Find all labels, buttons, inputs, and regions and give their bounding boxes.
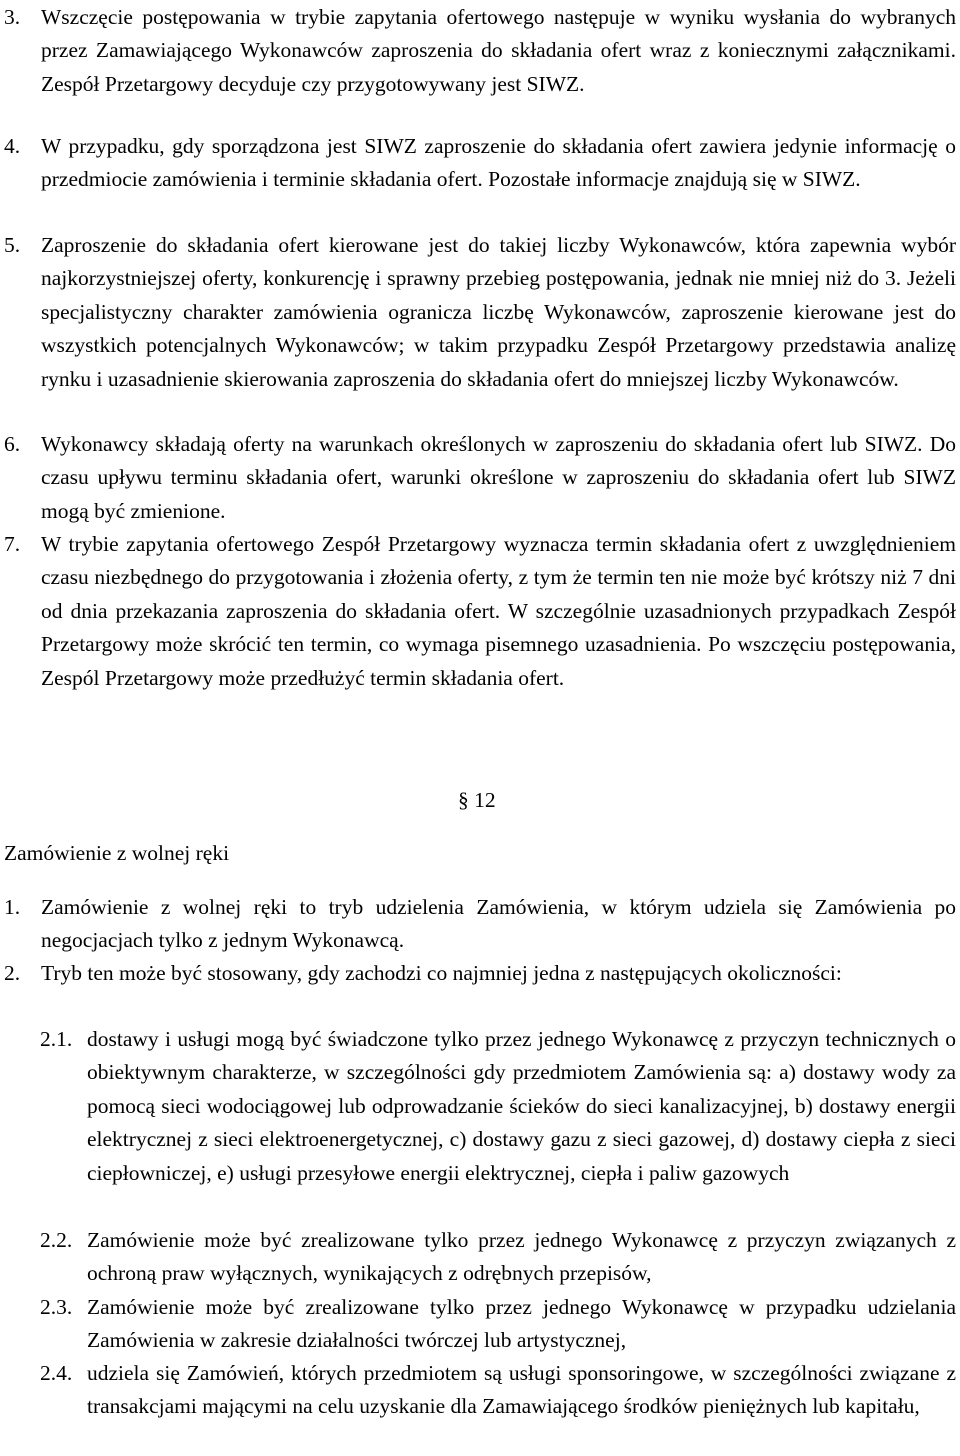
item-text: W trybie zapytania ofertowego Zespół Przetargowy wyznacza termin składania ofert z uwzględnieniem czasu niezbędnego do przygotowania i złożenia oferty, z tym że termin ten nie może być krótszy niż 7 dni od dnia przekazania zaproszenia do składania ofert. W szczególnie uzasadnionych przypadkach Zespół Przetargowy może skrócić ten termin, co wymaga pisemnego uzasadnienia. Po wszczęciu postępowania, Zespól Przetargowy może przedłużyć termin składania ofert. <box>41 532 956 690</box>
item-text: W przypadku, gdy sporządzona jest SIWZ zaproszenie do składania ofert zawiera jedynie informację o przedmiocie zamówienia i terminie składania ofert. Pozostałe informacje znajdują się w SIWZ. <box>41 134 956 192</box>
item-number: 2. <box>4 961 21 985</box>
section-paragraph-number: § 12 <box>458 788 496 812</box>
sub-item-number: 2.3. <box>40 1295 73 1319</box>
sub-item-text: Zamówienie może być zrealizowane tylko przez jednego Wykonawcę w przypadku udzielania Zamówienia w zakresie działalności twórczej lub artystycznej, <box>87 1295 956 1353</box>
list-item-2 <box>4 957 956 990</box>
sub-item-number: 2.1. <box>40 1027 73 1051</box>
section-heading: Zamówienie z wolnej ręki <box>4 841 230 865</box>
sub-item-number: 2.2. <box>40 1228 73 1252</box>
item-text: Zamówienie z wolnej ręki to tryb udzielenia Zamówienia, w którym udziela się Zamówienia po negocjacjach tylko z jednym Wykonawcą. <box>41 895 956 953</box>
sub-item-text: dostawy i usługi mogą być świadczone tylko przez jednego Wykonawcę z przyczyn technicznych o obiektywnym charakterze, w szczególności gdy przedmiotem Zamówienia są: a) dostawy wody za pomocą sieci wodociągowej lub odprowadzanie ścieków do sieci kanalizacyjnej, b) dostawy energii elektrycznej z sieci elektroenergetycznej, c) dostawy gazu z sieci gazowej, d) dostawy ciepła z sieci ciepłowniczej, e) usługi przesyłowe energii elektrycznej, ciepła i paliw gazowych <box>87 1027 956 1185</box>
item-number: 6. <box>4 432 21 456</box>
list-item-1 <box>4 891 956 958</box>
sub-item-number: 2.4. <box>40 1361 73 1385</box>
list-item-6 <box>4 428 956 528</box>
item-text: Tryb ten może być stosowany, gdy zachodzi co najmniej jedna z następujących okoliczności: <box>41 961 842 985</box>
item-text: Wszczęcie postępowania w trybie zapytania ofertowego następuje w wyniku wysłania do wybranych przez Zamawiającego Wykonawców zaproszenia do składania ofert wraz z koniecznymi załącznikami. Zespół Przetargowy decyduje czy przygotowywany jest SIWZ. <box>41 5 956 96</box>
item-number: 3. <box>4 5 21 29</box>
list-item-5 <box>4 229 956 396</box>
item-number: 5. <box>4 233 21 257</box>
item-number: 4. <box>4 134 21 158</box>
list-item-7 <box>4 528 956 695</box>
item-text: Wykonawcy składają oferty na warunkach określonych w zaproszeniu do składania ofert lub SIWZ. Do czasu upływu terminu składania ofert, warunki określone w zaproszeniu do składania ofert lub SIWZ mogą być zmienione. <box>41 432 956 523</box>
sub-item-2-2 <box>40 1224 956 1291</box>
item-number: 1. <box>4 895 21 919</box>
sub-item-text: udziela się Zamówień, których przedmiotem są usługi sponsoringowe, w szczególności związane z transakcjami mającymi na celu uzyskanie dla Zamawiającego środków pieniężnych lub kapitału, <box>87 1361 956 1419</box>
sub-item-2-4 <box>40 1357 956 1424</box>
sub-item-2-1 <box>40 1023 956 1190</box>
item-number: 7. <box>4 532 21 556</box>
list-item-4 <box>4 130 956 197</box>
item-text: Zaproszenie do składania ofert kierowane jest do takiej liczby Wykonawców, która zapewnia wybór najkorzystniejszej oferty, konkurencję i sprawny przebieg postępowania, jednak nie mniej niż do 3. Jeżeli specjalistyczny charakter zamówienia ogranicza liczbę Wykonawców, zaproszenie kierowane jest do wszystkich potencjalnych Wykonawców; w takim przypadku Zespół Przetargowy przedstawia analizę rynku i uzasadnienie skierowania zaproszenia do składania ofert do mniejszej liczby Wykonawców. <box>41 233 956 391</box>
sub-item-text: Zamówienie może być zrealizowane tylko przez jednego Wykonawcę z przyczyn związanych z ochroną praw wyłącznych, wynikających z odrębnych przepisów, <box>87 1228 956 1286</box>
sub-item-2-3 <box>40 1291 956 1358</box>
list-item-3 <box>4 1 956 101</box>
